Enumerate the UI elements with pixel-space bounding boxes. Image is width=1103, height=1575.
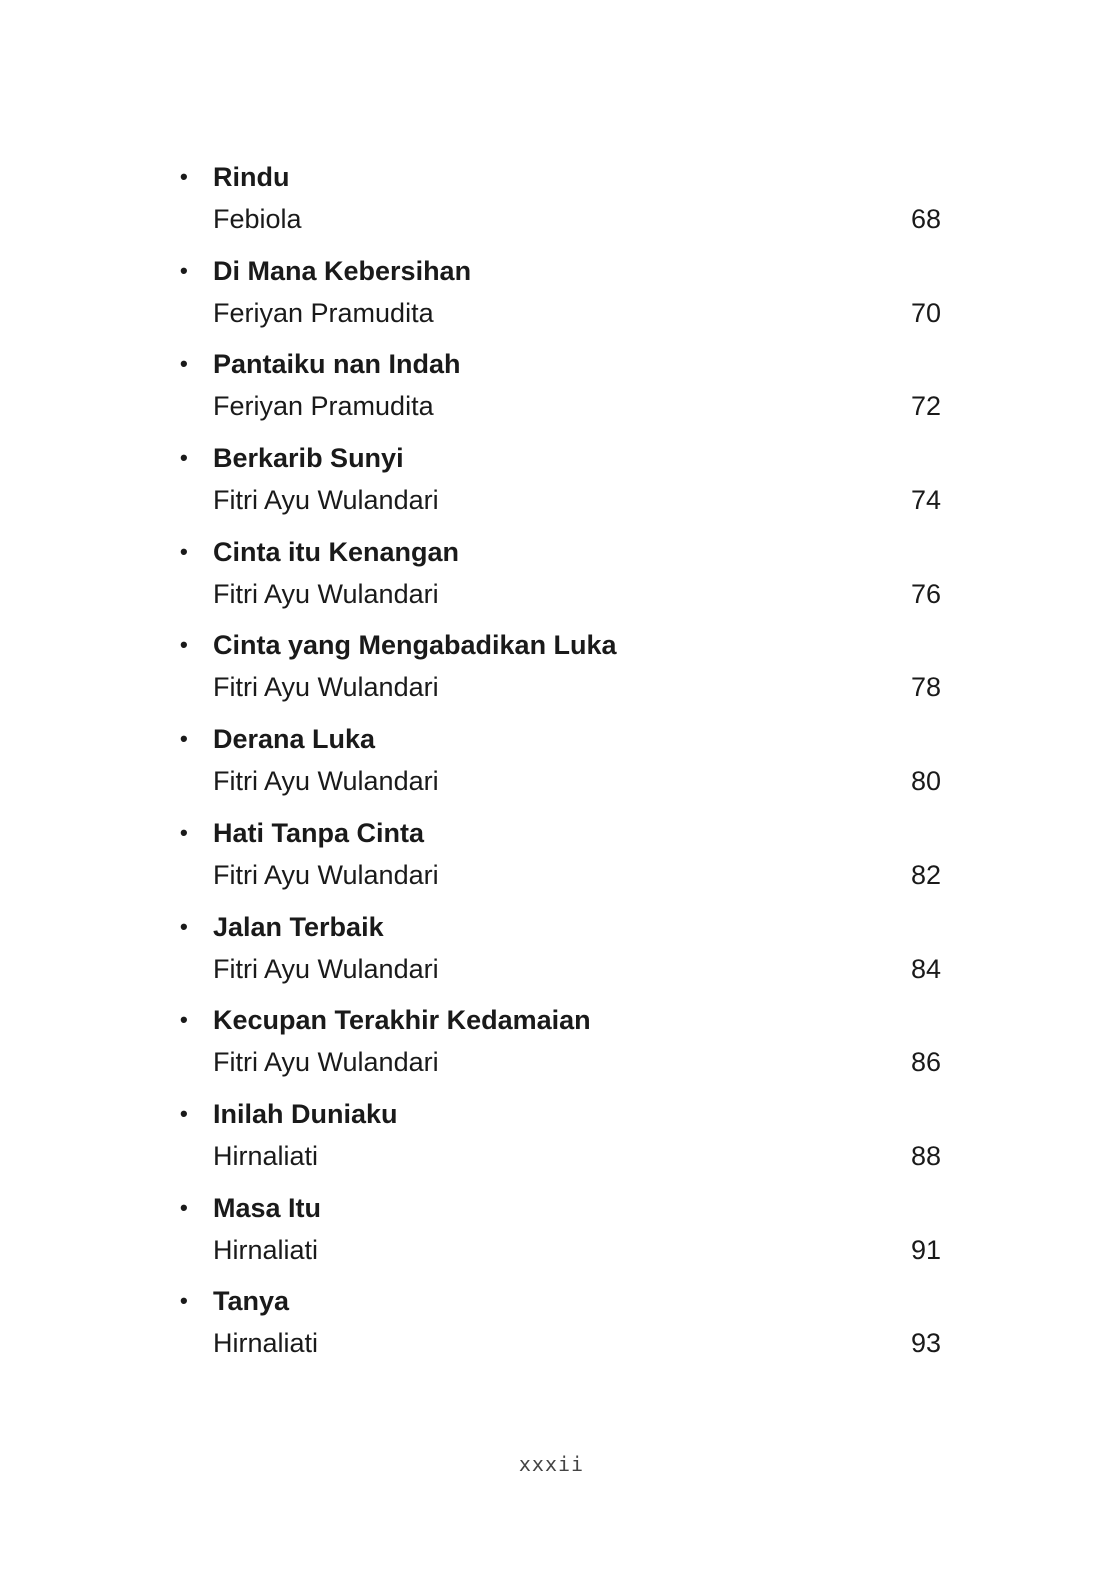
toc-entry[interactable]: [0, 252, 1103, 346]
toc-entry[interactable]: [0, 533, 1103, 627]
entry-title: Jalan Terbaik: [213, 911, 384, 942]
entry-title: Pantaiku nan Indah: [213, 349, 461, 380]
entry-title: Tanya: [213, 1286, 290, 1317]
bullet-icon: •: [180, 1288, 188, 1314]
entry-title: Rindu: [213, 162, 290, 192]
bullet-icon: •: [180, 1194, 188, 1220]
toc-entry[interactable]: [0, 1189, 1103, 1283]
bullet-icon: •: [180, 164, 188, 189]
entry-page-number: 84: [910, 953, 941, 984]
bullet-icon: •: [180, 1007, 188, 1033]
toc-entry[interactable]: [0, 439, 1103, 533]
entry-page-number: 82: [910, 859, 941, 890]
table-of-contents: [0, 158, 1103, 1376]
entry-author: Hirnaliati: [213, 1328, 319, 1359]
toc-entry[interactable]: [0, 158, 1103, 252]
entry-page-number: 76: [910, 578, 941, 609]
entry-title: Kecupan Terakhir Kedamaian: [213, 1005, 591, 1036]
entry-title: Hati Tanpa Cinta: [213, 817, 425, 848]
toc-entry[interactable]: [0, 908, 1103, 1002]
entry-author: Feriyan Pramudita: [213, 297, 434, 328]
entry-author: Feriyan Pramudita: [213, 391, 434, 422]
entry-page-number: 86: [910, 1047, 941, 1078]
entry-page-number: 88: [910, 1140, 941, 1171]
entry-title: Berkarib Sunyi: [213, 443, 404, 474]
bullet-icon: •: [180, 726, 188, 752]
toc-entry[interactable]: [0, 1282, 1103, 1376]
toc-entry[interactable]: [0, 814, 1103, 908]
bullet-icon: •: [180, 632, 188, 658]
entry-author: Fitri Ayu Wulandari: [213, 672, 439, 703]
bullet-icon: •: [180, 913, 188, 939]
entry-title: Masa Itu: [213, 1192, 322, 1223]
entry-title: Di Mana Kebersihan: [213, 255, 472, 286]
entry-page-number: 91: [910, 1234, 941, 1265]
toc-entry[interactable]: [0, 345, 1103, 439]
entry-title: Derana Luka: [213, 724, 376, 755]
toc-entry[interactable]: [0, 1095, 1103, 1189]
bullet-icon: •: [180, 445, 188, 471]
entry-author: Fitri Ayu Wulandari: [213, 953, 439, 984]
entry-author: Febiola: [213, 204, 302, 234]
entry-author: Fitri Ayu Wulandari: [213, 1047, 439, 1078]
bullet-icon: •: [180, 351, 188, 377]
entry-page-number: 78: [910, 672, 941, 703]
entry-page-number: 68: [910, 204, 941, 234]
entry-author: Hirnaliati: [213, 1234, 319, 1265]
entry-title: Inilah Duniaku: [213, 1098, 398, 1129]
entry-author: Fitri Ayu Wulandari: [213, 578, 439, 609]
entry-author: Fitri Ayu Wulandari: [213, 766, 439, 797]
entry-title: Cinta yang Mengabadikan Luka: [213, 630, 617, 661]
entry-author: Hirnaliati: [213, 1140, 319, 1171]
page-folio-number: xxxii: [518, 1452, 585, 1476]
toc-entry[interactable]: [0, 720, 1103, 814]
toc-entry[interactable]: [0, 1001, 1103, 1095]
bullet-icon: •: [180, 538, 188, 564]
entry-author: Fitri Ayu Wulandari: [213, 485, 439, 516]
entry-page-number: 70: [910, 297, 941, 328]
bullet-icon: •: [180, 1100, 188, 1126]
bullet-icon: •: [180, 257, 188, 283]
bullet-icon: •: [180, 819, 188, 845]
toc-entry[interactable]: [0, 626, 1103, 720]
entry-title: Cinta itu Kenangan: [213, 536, 460, 567]
entry-page-number: 93: [910, 1328, 941, 1359]
entry-page-number: 80: [910, 766, 941, 797]
entry-author: Fitri Ayu Wulandari: [213, 859, 439, 890]
entry-page-number: 72: [910, 391, 941, 422]
entry-page-number: 74: [910, 485, 941, 516]
